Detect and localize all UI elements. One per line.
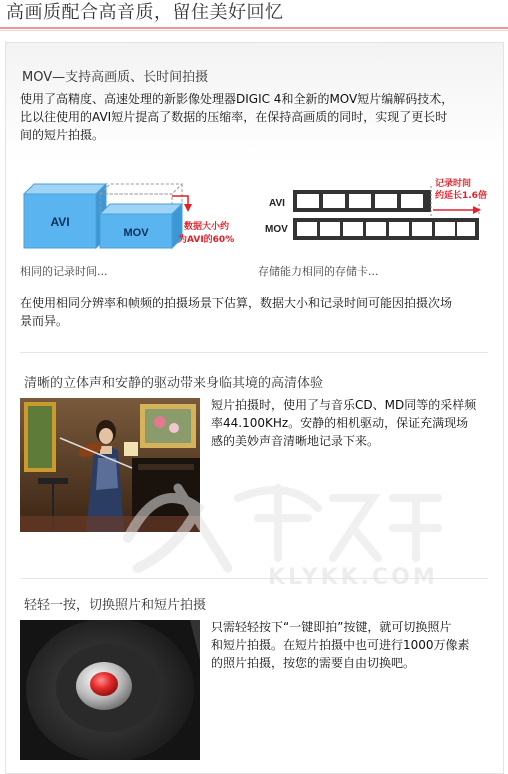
violinist-photo [20,398,200,532]
section-divider [20,352,488,353]
text-line: 间的短片拍摄。 [20,128,105,142]
section-divider [20,578,488,579]
caption-same-time: 相同的记录时间... [20,265,108,278]
caption-same-card: 存储能力相同的存储卡... [258,265,379,278]
text-line: 景而异。 [20,314,69,328]
text-line: 在使用相同分辨率和帧频的拍摄场景下估算，数据大小和记录时间可能因拍摄次场 [20,296,453,310]
text-line: 比以往使用的AVI短片提高了数据的压缩率，在保持高画质的同时，实现了更长时 [20,110,448,124]
record-time-note: 约延长1.6倍 [435,191,487,201]
section-audio-body [211,396,491,450]
movie-button-photo [20,620,200,760]
record-time-diagram [257,166,489,260]
section-switch-body [211,618,491,672]
text-line: 感的美妙声音清晰地记录下来。 [211,434,380,448]
section-mov-body [20,90,490,144]
section-title-switch: 轻轻一按，切换照片和短片拍摄 [24,598,207,613]
data-size-note: 为AVI的60% [178,235,235,245]
text-line: 的照片拍摄，按您的需要自由切换吧。 [211,656,416,670]
avi-box-label: AVI [50,215,70,229]
avi-strip-label: AVI [269,198,285,209]
title-divider-light [0,30,508,31]
record-time-note: 记录时间 [435,179,472,189]
mov-box-label: MOV [123,227,149,239]
watermark-text: KLYKK.COM [268,565,438,588]
page-title: 高画质配合高音质，留住美好回忆 [6,2,284,23]
text-line: 率44.100KHz。安静的相机驱动，保证充满现场 [211,416,469,430]
text-line: 短片拍摄时，使用了与音乐CD、MD同等的采样频 [211,398,477,412]
text-line: 使用了高精度、高速处理的新影像处理器DIGIC 4和全新的MOV短片编解码技术， [20,92,454,106]
text-line: 和短片拍摄。在短片拍摄中也可进行1000万像素 [211,638,470,652]
title-divider [0,27,508,29]
data-size-note: 数据大小约 [184,222,230,232]
data-size-diagram [20,166,256,260]
section-title-audio: 清晰的立体声和安静的驱动带来身临其境的高清体验 [24,376,324,391]
mov-strip-label: MOV [265,224,288,235]
section-title-mov: MOV—支持高画质、长时间拍摄 [22,70,209,85]
estimate-note [20,294,490,330]
text-line: 只需轻轻按下“一键即拍”按键，就可切换照片 [211,620,452,634]
